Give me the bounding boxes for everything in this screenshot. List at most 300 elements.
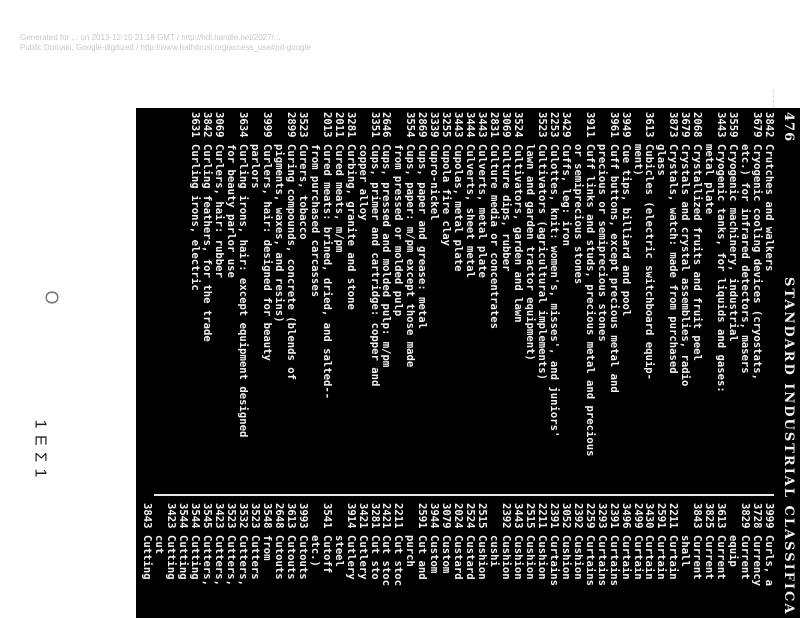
index-entry	[344, 112, 356, 492]
sic-code: 3524	[511, 112, 524, 138]
index-term: Cubicles (electric switchboard equip-	[643, 144, 656, 380]
index-term: Cultivators, garden and lawn	[511, 144, 524, 323]
index-term: Culture media or concentrates	[488, 144, 501, 329]
index-term: cushi	[488, 535, 501, 567]
index-entry	[200, 112, 212, 492]
index-term: Crystallized fruits and fruit peel	[691, 144, 704, 361]
index-entry	[332, 503, 344, 618]
index-entry	[332, 112, 344, 492]
index-entry	[643, 112, 655, 492]
index-column-2	[140, 503, 774, 618]
sic-code: 2646	[380, 112, 393, 138]
sic-code	[403, 503, 415, 535]
index-term: Curls, a	[763, 535, 775, 587]
index-entry	[188, 503, 200, 618]
index-term: Culottes, knit: women's, misses', and juniors'	[547, 144, 560, 438]
index-entry	[571, 112, 583, 492]
sic-code: 2515	[523, 503, 536, 529]
index-term: metal plate	[703, 144, 716, 215]
index-term: Curtains	[583, 535, 596, 587]
index-entry	[678, 503, 690, 618]
index-term: Cured meats: brined, dried, and salted--	[320, 144, 333, 400]
index-term: Crystals, watch: made from purchased	[667, 144, 680, 374]
index-entry	[690, 503, 702, 618]
index-entry	[499, 503, 511, 618]
sic-code: 3523	[535, 112, 548, 138]
index-term: Culverts, sheet metal	[464, 144, 477, 278]
sic-code: 3634	[237, 112, 250, 138]
sic-code: 3999	[763, 503, 775, 529]
sic-code	[356, 112, 368, 144]
sic-code: 3069	[500, 112, 513, 138]
left-margin	[0, 0, 130, 618]
index-term: Curling irons, electric	[189, 144, 202, 291]
index-entry	[726, 503, 738, 618]
sic-code: 3255	[440, 112, 453, 138]
index-entry	[284, 503, 296, 618]
sic-code: 3523	[225, 503, 238, 529]
sic-code: 3351	[368, 112, 381, 138]
index-entry	[260, 112, 272, 492]
sic-code: 2211	[392, 503, 405, 529]
index-entry	[762, 503, 774, 618]
sic-code	[631, 112, 643, 144]
index-entry	[403, 503, 415, 618]
index-term: for beauty parlor use	[225, 144, 238, 278]
index-entry	[463, 112, 475, 492]
page-number: 476	[781, 112, 796, 143]
index-entry	[583, 112, 595, 492]
index-entry	[356, 503, 368, 618]
index-term: Cultivators (agricultural implements)	[535, 144, 548, 380]
sic-code: 3281	[368, 503, 381, 529]
index-entry	[559, 112, 571, 492]
sic-code: 3843	[141, 503, 154, 529]
sic-code: 3444	[464, 112, 477, 138]
index-entry	[607, 503, 619, 618]
sic-code: 3631	[189, 112, 202, 138]
index-term: Current	[703, 535, 716, 580]
index-entry	[260, 503, 272, 618]
hole-punch-mark: O	[41, 290, 62, 305]
index-term: from	[260, 535, 273, 561]
index-term: Currency	[751, 535, 764, 587]
index-entry	[631, 112, 643, 492]
index-entry	[714, 112, 726, 492]
index-term: Cutters,	[201, 535, 214, 587]
index-term: Cutting	[141, 535, 154, 580]
sic-code	[571, 112, 583, 144]
index-term: copper alloy	[356, 144, 369, 221]
index-entry	[738, 112, 750, 492]
index-term: Cups, primer and cartridge: copper and	[368, 144, 381, 387]
sic-code	[152, 503, 164, 535]
index-entry	[152, 503, 164, 618]
sic-code: 3429	[559, 112, 572, 138]
sic-code: 2211	[667, 503, 680, 529]
index-entry	[415, 112, 427, 492]
index-entry	[619, 112, 631, 492]
sic-code	[678, 503, 690, 535]
running-head	[778, 112, 796, 616]
index-entry	[188, 112, 200, 492]
index-term: Cuff buttons, except precious metal and	[607, 144, 620, 393]
index-term: Current	[739, 535, 752, 580]
index-term: Cushion	[500, 535, 513, 580]
index-term: Cushion	[571, 535, 584, 580]
sic-code: 3999	[260, 112, 273, 138]
sic-code: 2392	[571, 503, 584, 529]
sic-code	[272, 112, 284, 144]
sic-code: 2253	[547, 112, 560, 138]
index-entry	[643, 503, 655, 618]
sic-code: 2211	[535, 503, 548, 529]
index-term: equip	[727, 535, 740, 567]
index-term: Cutting	[165, 535, 178, 580]
index-term: Cut stoc	[380, 535, 393, 587]
sic-code: 3554	[404, 112, 417, 138]
index-term: Cutouts	[272, 535, 285, 580]
sic-code: 3559	[727, 112, 740, 138]
index-entry	[535, 112, 547, 492]
index-term: etc.)	[308, 535, 321, 567]
index-entry	[762, 112, 774, 492]
index-entry	[535, 503, 547, 618]
sic-code: 3613	[284, 503, 297, 529]
sic-code: 2869	[416, 112, 429, 138]
index-entry	[678, 112, 690, 492]
index-entry	[296, 112, 308, 492]
index-entry	[702, 503, 714, 618]
index-entry	[320, 503, 332, 618]
index-term: Custard	[464, 535, 477, 580]
sic-code: 2899	[284, 112, 297, 138]
index-term: pigments, waxes, and resins)	[272, 144, 285, 323]
index-term: Curers, tobacco	[296, 144, 309, 240]
index-term: steel	[332, 535, 345, 567]
sic-code: 2421	[380, 503, 393, 529]
index-term: Cutters,	[237, 535, 250, 587]
index-term: Cushion	[523, 535, 536, 580]
sic-code: 3443	[476, 112, 489, 138]
sic-code: 3052	[559, 503, 572, 529]
index-entry	[738, 503, 750, 618]
sic-code: 2499	[631, 503, 644, 529]
rotated-page-content	[136, 108, 800, 618]
index-term: Curling irons, hair: except equipment designed	[237, 144, 250, 438]
index-term: Cushion	[535, 535, 548, 580]
index-term: ment)	[631, 144, 644, 176]
sic-code: 3873	[667, 112, 680, 138]
index-term: parlors	[249, 144, 262, 189]
index-entry	[248, 503, 260, 618]
sic-code	[308, 112, 320, 144]
index-entry	[595, 503, 607, 618]
index-entry	[547, 112, 559, 492]
sic-code: 3544	[189, 503, 202, 529]
index-entry	[368, 503, 380, 618]
sic-code: 3421	[356, 503, 369, 529]
index-term: Cutters	[249, 535, 262, 580]
sic-code: 3532	[237, 503, 250, 529]
index-entry	[439, 112, 451, 492]
index-term: Cups, pressed and molded pulp: m/pm	[380, 144, 393, 368]
sic-code: 2024	[452, 503, 465, 529]
index-entry	[619, 503, 631, 618]
index-entry	[224, 112, 236, 492]
index-entry	[212, 112, 224, 492]
index-entry	[224, 503, 236, 618]
index-column-1	[188, 112, 774, 492]
index-term: Curtain	[655, 535, 668, 580]
index-entry	[308, 503, 320, 618]
sic-code: 3944	[428, 503, 441, 529]
sic-code: 3423	[165, 503, 178, 529]
index-entry	[403, 112, 415, 492]
index-term: Cupro-nickel	[428, 144, 441, 221]
index-term: Cups, paper: m/pm except those made	[404, 144, 417, 368]
index-entry	[487, 112, 499, 492]
sic-code: 3443	[511, 503, 524, 529]
sic-code: 2259	[583, 503, 596, 529]
sic-code: 3949	[619, 112, 632, 138]
index-entry	[523, 112, 535, 492]
index-entry	[654, 112, 666, 492]
index-entry	[475, 112, 487, 492]
index-term: Curtain	[619, 535, 632, 580]
index-term: lawn and garden tractor equipment)	[523, 144, 536, 361]
sic-code: 3679	[751, 112, 764, 138]
index-entry	[212, 503, 224, 618]
index-term: Cryogenic machinery, industrial	[727, 144, 740, 342]
sic-code: 2515	[476, 503, 489, 529]
sic-code: 3548	[260, 503, 273, 529]
index-term: Culture dips, rubber	[500, 144, 513, 272]
index-term: Cups, paper and grease: metal	[416, 144, 429, 329]
sic-code: 2392	[500, 503, 513, 529]
index-entry	[236, 503, 248, 618]
index-term: Cuff links and studs, precious metal and precious	[583, 144, 596, 457]
index-term: Curtains	[607, 535, 620, 587]
sic-code: 3339	[428, 112, 441, 138]
sic-code: 3914	[344, 503, 357, 529]
page-title: STANDARD INDUSTRIAL CLASSIFICA	[781, 277, 796, 616]
sic-code: 3544	[177, 503, 190, 529]
sic-code: 3843	[691, 503, 704, 529]
sic-code	[654, 112, 666, 144]
sic-code: 2011	[332, 112, 345, 138]
index-entry	[750, 112, 762, 492]
index-entry	[571, 503, 583, 618]
index-entry	[439, 503, 451, 618]
index-entry	[654, 503, 666, 618]
index-term: Cutting	[177, 535, 190, 580]
index-entry	[368, 112, 380, 492]
sic-code: 3728	[751, 503, 764, 529]
sic-code: 3613	[643, 112, 656, 138]
index-entry	[702, 112, 714, 492]
index-term: Cushion	[511, 535, 524, 580]
index-entry	[666, 112, 678, 492]
index-entry	[176, 503, 188, 618]
index-entry	[392, 112, 404, 492]
sic-code	[308, 503, 320, 535]
sic-code: 3829	[739, 503, 752, 529]
sic-code: 3079	[440, 503, 453, 529]
index-term: Curtains	[547, 535, 560, 587]
index-term: Cut stoc	[392, 535, 405, 587]
index-entry	[236, 112, 248, 492]
index-term: Cryogenic cooling devices (cryostats,	[751, 144, 764, 380]
sic-code: 3961	[607, 112, 620, 138]
sic-code: 3069	[213, 112, 226, 138]
sic-code: 3430	[643, 503, 656, 529]
index-entry	[451, 503, 463, 618]
index-entry	[690, 112, 702, 492]
index-entry	[308, 112, 320, 492]
sic-code	[702, 112, 714, 144]
sic-code	[248, 112, 260, 144]
index-entry	[463, 503, 475, 618]
sic-code	[523, 112, 535, 144]
sic-code	[392, 112, 404, 144]
index-entry	[427, 112, 439, 492]
sic-code: 2391	[547, 503, 560, 529]
index-term: Cutlery	[344, 535, 357, 580]
index-term: Curtain	[643, 535, 656, 580]
sic-code: 2591	[416, 503, 429, 529]
index-entry	[511, 503, 523, 618]
index-entry	[356, 112, 368, 492]
index-term: Cutlery	[356, 535, 369, 580]
sic-code: 2391	[607, 503, 620, 529]
sic-code: 2524	[464, 503, 477, 529]
index-entry	[511, 112, 523, 492]
index-entry	[607, 112, 619, 492]
index-entry	[200, 503, 212, 618]
sic-code: 3523	[296, 112, 309, 138]
index-term: Curlers, hair: rubber	[213, 144, 226, 278]
index-entry	[547, 503, 559, 618]
sic-code: 2013	[320, 112, 333, 138]
index-term: from pressed or molded pulp	[392, 144, 405, 317]
index-term: Cushion	[476, 535, 489, 580]
index-entry	[714, 503, 726, 618]
index-term: from purchased carcasses	[308, 144, 321, 298]
sic-code: 3423	[213, 503, 226, 529]
index-entry	[666, 503, 678, 618]
index-term: Current	[715, 535, 728, 580]
sic-code: 3443	[715, 112, 728, 138]
index-term: Cupola fire clay	[440, 144, 453, 247]
sic-code: 3842	[201, 112, 214, 138]
index-entry	[750, 503, 762, 618]
index-term: Cushion	[559, 535, 572, 580]
sic-code: 3613	[715, 503, 728, 529]
sic-code: 3545	[201, 503, 214, 529]
index-term: purch	[404, 535, 417, 567]
index-term: Custom	[440, 535, 453, 574]
sic-code	[595, 112, 607, 144]
index-term: Curtain	[631, 535, 644, 580]
index-entry	[427, 503, 439, 618]
index-entry	[451, 112, 463, 492]
index-term: Cupolas, metal plate	[452, 144, 465, 272]
index-term: Curing compounds, concrete (blends of	[284, 144, 297, 380]
index-term: Crutches and walkers	[763, 144, 775, 272]
index-term: Cryogenic tanks, for liquids and gases:	[715, 144, 728, 393]
index-entry	[415, 503, 427, 618]
sic-code: 3911	[583, 112, 596, 138]
index-term: Cut sto	[368, 535, 381, 580]
index-entry	[380, 503, 392, 618]
index-term: Curbing, granite and stone	[344, 144, 357, 310]
index-term: Cuffs, leg: iron	[559, 144, 572, 247]
sic-code	[726, 503, 738, 535]
index-term: Cue tips, billiard and pool	[619, 144, 632, 317]
index-term: Curling feathers, for the trade	[201, 144, 214, 342]
column-divider	[154, 494, 774, 496]
sic-code: 3523	[249, 503, 262, 529]
index-term: precious or semiprecious stones	[595, 144, 608, 342]
sic-code: 3443	[452, 112, 465, 138]
sic-code: 3281	[344, 112, 357, 138]
index-entry	[272, 503, 284, 618]
index-term: Crystals and crystal assemblies, radio	[679, 144, 692, 387]
index-term: glass	[655, 144, 668, 176]
sic-code: 3842	[763, 112, 775, 138]
sic-code: 3496	[619, 503, 632, 529]
index-entry	[631, 503, 643, 618]
index-entry	[272, 112, 284, 492]
index-entry	[248, 112, 260, 492]
sic-code: 3293	[595, 503, 608, 529]
sic-code	[332, 503, 344, 535]
index-term: Custard	[452, 535, 465, 580]
scanned-page	[136, 108, 800, 618]
index-entry	[164, 503, 176, 618]
index-entry	[320, 112, 332, 492]
sic-code: 2068	[691, 112, 704, 138]
index-term: cut	[153, 535, 166, 555]
index-term: Cutoff	[320, 535, 333, 574]
index-entry	[726, 112, 738, 492]
index-term: or semiprecious stones	[571, 144, 584, 285]
index-entry	[475, 503, 487, 618]
header-line-2: Public Domain, Google-digitized / http://www.hathitrust.org/access_use#pd-google	[20, 43, 311, 52]
index-term: Cured meats, m/pm	[332, 144, 345, 253]
index-term: Custom	[428, 535, 441, 574]
index-entry	[380, 112, 392, 492]
index-term: etc.) for infrared detectors, masers	[739, 144, 752, 374]
sic-code: 3679	[679, 112, 692, 138]
sic-code: 2591	[655, 503, 668, 529]
index-term: Cutters,	[225, 535, 238, 587]
index-entry	[499, 112, 511, 492]
index-entry	[523, 503, 535, 618]
margin-vertical-mark: 1 E Σ 1	[31, 419, 49, 479]
sic-code: 3825	[703, 503, 716, 529]
index-term: Cutouts	[284, 535, 297, 580]
index-term: Culverts, metal plate	[476, 144, 489, 278]
sic-code	[224, 112, 236, 144]
index-entry	[284, 112, 296, 492]
sic-code: 3541	[320, 503, 333, 529]
index-entry	[344, 503, 356, 618]
index-entry	[595, 112, 607, 492]
index-term: Cutters,	[213, 535, 226, 587]
index-entry	[140, 503, 152, 618]
